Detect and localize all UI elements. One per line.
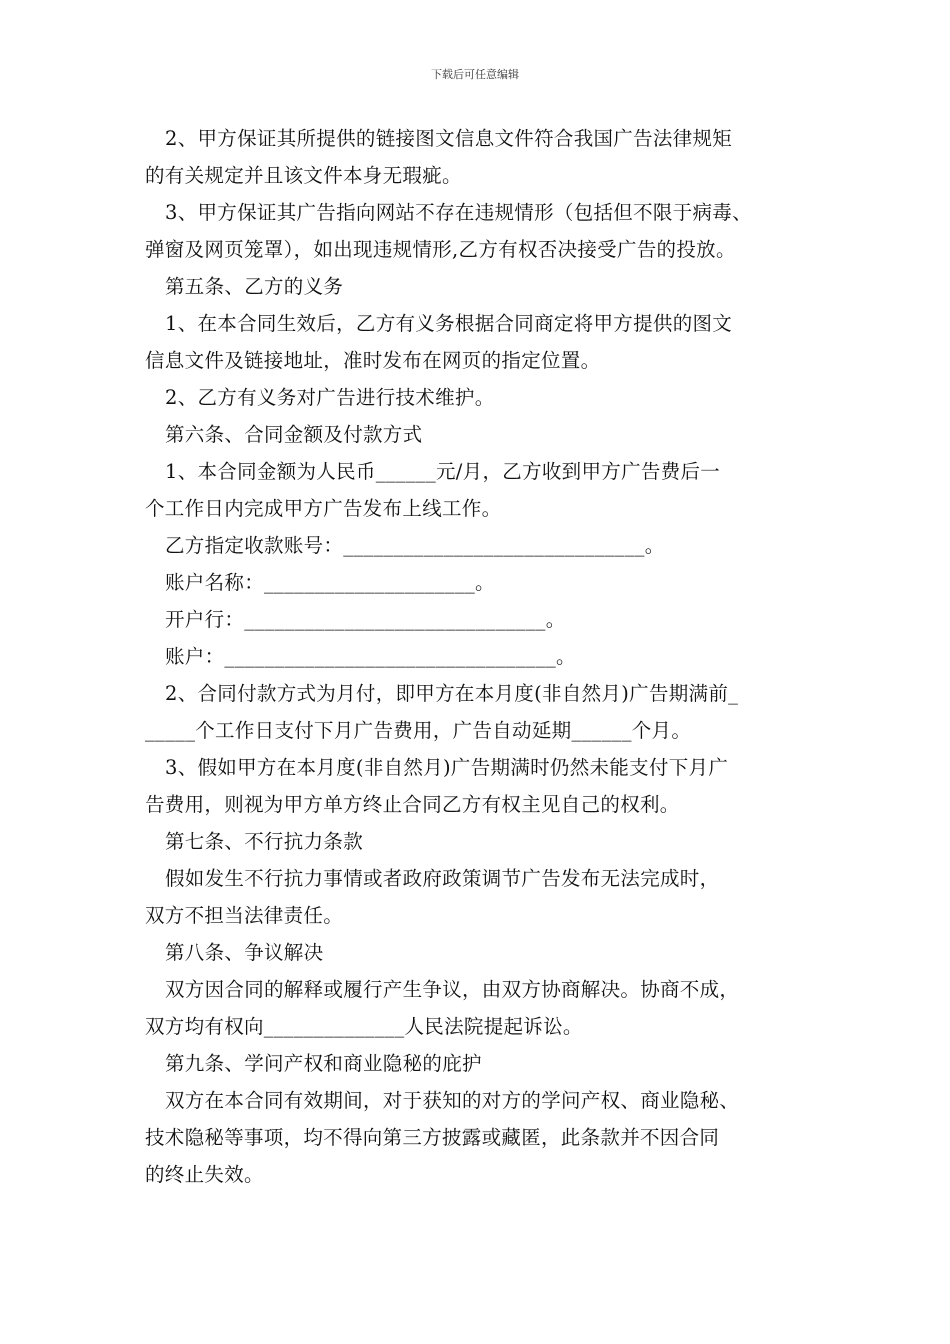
paragraph-line: 1、在本合同生效后，乙方有义务根据合同商定将甲方提供的图文 [165, 312, 733, 335]
paragraph-line: 双方均有权向______________人民法院提起诉讼。 [145, 1015, 583, 1038]
paragraph-line: 假如发生不行抗力事情或者政府政策调节广告发布无法完成时， [165, 867, 720, 890]
bank-line: 开户行：______________________________。 [165, 608, 566, 631]
section-heading: 第九条、学问产权和商业隐秘的庇护 [165, 1052, 482, 1075]
paragraph-line: 3、甲方保证其广告指向网站不存在违规情形（包括但不限于病毒、 [165, 201, 752, 224]
paragraph-line: 2、合同付款方式为月付，即甲方在本月度(非自然月)广告期满前_ [165, 682, 739, 705]
paragraph-line: 个工作日内完成甲方广告发布上线工作。 [145, 497, 502, 520]
section-heading: 第七条、不行抗力条款 [165, 830, 364, 853]
paragraph-line: 的终止失效。 [145, 1163, 264, 1186]
contract-body [145, 120, 810, 1193]
section-heading: 第五条、乙方的义务 [165, 275, 344, 298]
account-number-line: 乙方指定收款账号：______________________________。 [165, 534, 665, 557]
paragraph-line: 双方不担当法律责任。 [145, 904, 344, 927]
paragraph-line: 3、假如甲方在本月度(非自然月)广告期满时仍然未能支付下月广 [165, 756, 729, 779]
paragraph-line: 信息文件及链接地址，准时发布在网页的指定位置。 [145, 349, 601, 372]
paragraph-line: 双方因合同的解释或履行产生争议，由双方协商解决。协商不成， [165, 978, 740, 1001]
paragraph-line: 1、本合同金额为人民币______元/月，乙方收到甲方广告费后一 [165, 460, 721, 483]
paragraph-line: _____个工作日支付下月广告费用，广告自动延期______个月。 [145, 719, 692, 742]
paragraph-line: 弹窗及网页笼罩），如出现违规情形,乙方有权否决接受广告的投放。 [145, 238, 736, 261]
page-header-note: 下载后可任意编辑 [431, 68, 519, 81]
paragraph-line: 2、乙方有义务对广告进行技术维护。 [165, 386, 495, 409]
paragraph-line: 告费用，则视为甲方单方终止合同乙方有权主见自己的权利。 [145, 793, 680, 816]
account-name-line: 账户名称：_____________________。 [165, 571, 495, 594]
paragraph-line: 技术隐秘等事项，均不得向第三方披露或藏匿，此条款并不因合同 [145, 1126, 720, 1149]
section-heading: 第六条、合同金额及付款方式 [165, 423, 423, 446]
section-heading: 第八条、争议解决 [165, 941, 324, 964]
account-line: 账户：_________________________________。 [165, 645, 576, 668]
paragraph-line: 的有关规定并且该文件本身无瑕疵。 [145, 164, 462, 187]
paragraph-line: 双方在本合同有效期间，对于获知的对方的学问产权、商业隐秘、 [165, 1089, 740, 1112]
paragraph-line: 2、甲方保证其所提供的链接图文信息文件符合我国广告法律规矩 [165, 127, 733, 150]
